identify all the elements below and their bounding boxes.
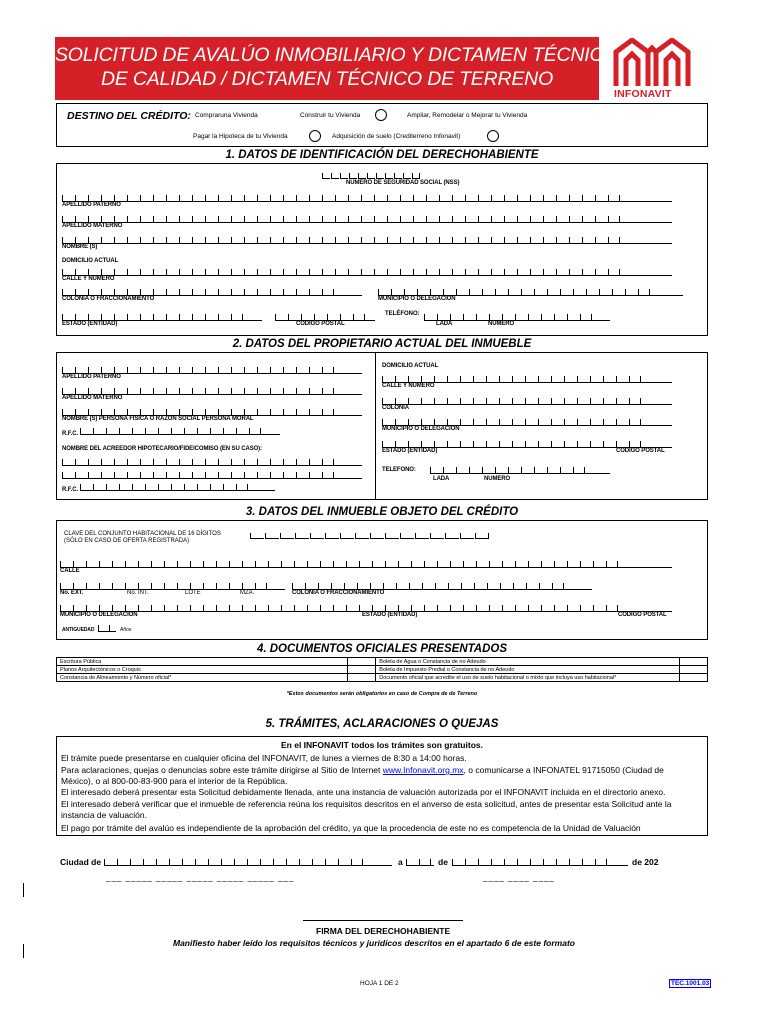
destino-opt-ampliar: Ampliar, Remodelar o Mejorar tu Vivienda (407, 112, 528, 119)
no-int-label: No. INT. (127, 590, 149, 596)
nombres-field[interactable] (62, 236, 672, 244)
inmueble-ext-field[interactable] (60, 582, 285, 590)
inmueble-estado-label: ESTADO (ENTIDAD) (362, 612, 418, 618)
doc-cell: Planos Arquitectónicos o Croquis (57, 666, 348, 674)
acreedor-rfc-field[interactable] (80, 483, 275, 491)
doc-cell: Boleta de Agua o Constancia de no Adeudo (376, 658, 680, 666)
doc-cell: Escritura Pública (57, 658, 348, 666)
infonavit-link[interactable]: www.Infonavit.org.mx (382, 765, 464, 775)
tramites-p4b: instancia de valuación. (61, 810, 148, 820)
destino-opt-suelo: Adquisición de suelo (Crediterreno Infonavit) (332, 133, 461, 140)
documents-note: *Estos documentos serán obligatorios en caso de Compra de de Terreno (286, 691, 478, 697)
cp-label: CODIGO POSTAL (296, 321, 345, 327)
section-2-divider (375, 352, 376, 500)
margin-mark (23, 883, 24, 897)
telefono-field[interactable] (424, 313, 610, 321)
section-3-title: 3. DATOS DEL INMUEBLE OBJETO DEL CRÉDITO (245, 506, 519, 518)
radio-suelo[interactable] (487, 130, 499, 142)
prop-colonia-label: COLONIA (382, 405, 409, 411)
domicilio-label: DOMICILIO ACTUAL (62, 258, 119, 264)
antiguedad-label: ANTIGUEDAD (62, 627, 95, 633)
table-row (57, 674, 708, 682)
radio-pagar[interactable] (309, 130, 321, 142)
tramites-p1: El trámite puede presentarse en cualquier oficina del INFONAVIT, de lunes a viernes de 8:30 a 14:00 horas. (61, 753, 467, 763)
destino-label: DESTINO DEL CRÉDITO: (67, 110, 191, 122)
dia-field[interactable] (406, 858, 434, 866)
prop-domicilio-label: DOMICILIO ACTUAL (382, 363, 439, 369)
section-1-box (56, 163, 708, 336)
section-4-title: 4. DOCUMENTOS OFICIALES PRESENTADOS (256, 643, 508, 655)
manifiesto-text: Manifiesto haber leído los requisitos técnicos y jurídicos descritos en el apartado 6 de este formato (173, 938, 575, 948)
doc-check[interactable] (680, 674, 708, 682)
section-1-title: 1. DATOS DE IDENTIFICACIÓN DEL DERECHOHABIENTE (225, 149, 539, 161)
inmueble-municipio-label: MUNICIPIO O DELEGACION (60, 612, 138, 618)
clave-label-2: (SÓLO EN CASO DE OFERTA REGISTRADA) (64, 538, 190, 544)
estado-label: ESTADO (ENTIDAD) (62, 321, 118, 327)
estado-field[interactable] (62, 313, 262, 321)
inmueble-colonia-label: COLONIA O FRACCIONAMIENTO (292, 590, 385, 596)
acreedor-field-2[interactable] (62, 471, 362, 479)
prop-ap-paterno-field[interactable] (62, 366, 362, 374)
title-banner (55, 37, 619, 100)
prop-calle-field[interactable] (382, 375, 672, 383)
destino-opt-comprar: Compraruna Vivienda (195, 112, 258, 119)
mes-field[interactable] (452, 858, 628, 866)
doc-cell: Constancia de Alineamiento y Número oficial* (57, 674, 348, 682)
tramites-box (56, 736, 708, 836)
prop-estado-field[interactable] (382, 440, 672, 448)
page-number: HOJA 1 DE 2 (360, 980, 399, 987)
antiguedad-field[interactable] (98, 624, 116, 632)
prop-ap-materno-label: APELLIDO MATERNO (62, 395, 123, 401)
prop-municipio-field[interactable] (382, 418, 672, 426)
prop-calle-label: CALLE Y NUMERO (382, 383, 435, 389)
nss-field[interactable] (322, 171, 421, 179)
margin-mark (23, 944, 24, 958)
firma-label: FIRMA DEL DERECHOHABIENTE (316, 926, 451, 936)
prop-rfc-field[interactable] (80, 427, 280, 435)
tramites-p3: El interesado deberá presentar esta Solicitud debidamente llenada, ante una instancia de valuación autorizada por el INFONAVIT incluida en el directorio anexo. (61, 787, 666, 797)
prop-lada-label: LADA (433, 476, 450, 482)
form-code: TEC.1001.03 (671, 980, 710, 987)
prop-cp-label: CODIGO POSTAL (616, 448, 665, 454)
doc-check[interactable] (348, 658, 376, 666)
logo-text: INFONAVIT (614, 88, 672, 100)
prop-estado-label: ESTADO (ENTIDAD) (382, 448, 438, 454)
dia-label: a (398, 857, 403, 867)
clave-field[interactable] (250, 531, 490, 539)
clave-label-1: CLAVE DEL CONJUNTO HABITACIONAL DE 16 DÍGITOS (64, 531, 221, 537)
ap-paterno-label: APELLIDO PATERNO (62, 202, 121, 208)
colonia-label: COLONIA O FRACCIONAMIENTO (62, 296, 155, 302)
colonia-field[interactable] (62, 288, 362, 296)
prop-ap-materno-field[interactable] (62, 387, 362, 395)
signature-line[interactable] (303, 920, 463, 921)
lote-label: LOTE (185, 590, 201, 596)
acreedor-field-1[interactable] (62, 458, 362, 466)
prop-municipio-label: MUNICIPIO O DELEGACION (382, 426, 460, 432)
ap-materno-label: APELLIDO MATERNO (62, 223, 123, 229)
title-line-2: DE CALIDAD / DICTAMEN TÉCNICO DE TERRENO (100, 68, 554, 90)
anos-label: Años (120, 627, 132, 633)
calle-field[interactable] (62, 268, 672, 276)
inmueble-cp-label: CODIGO POSTAL (618, 612, 667, 618)
radio-construir[interactable] (375, 109, 387, 121)
tramites-p2: Para aclaraciones, quejas o denuncias sobre este trámite dirigirse al Sitio de Internet www.Infonavit.org.mx, o comunicarse a INFONATEL 91715050 (Ciudad de (61, 765, 664, 775)
prop-telefono-field[interactable] (430, 466, 610, 474)
prop-ap-paterno-label: APELLIDO PATERNO (62, 374, 121, 380)
documents-table (56, 657, 708, 682)
mes-label: de (438, 857, 448, 867)
nombres-label: NOMBRE (S) (62, 244, 98, 250)
tramites-heading: En el INFONAVIT todos los trámites son gratuitos. (281, 740, 483, 750)
table-row (57, 658, 708, 666)
doc-cell: Documento oficial que acredite el uso de suelo habitacional o mixto que incluya uso habitacional* (376, 674, 680, 682)
prop-nombre-field[interactable] (62, 408, 362, 416)
municipio-label: MUNICIPIO O DELEGACION (378, 296, 456, 302)
doc-check[interactable] (348, 674, 376, 682)
prop-nombre-label: NOMBRE (S) PERSONA FISICA O RAZON SOCIAL PERSONA MORAL (62, 416, 254, 422)
inmueble-colonia-field[interactable] (292, 582, 592, 590)
fecha-dash: ____ ____ ____ (483, 873, 555, 882)
no-ext-label: No. EXT. (60, 590, 84, 596)
lada-label: LADA (436, 321, 453, 327)
doc-check[interactable] (348, 666, 376, 674)
prop-numero-label: NUMERO (484, 476, 511, 482)
acreedor-label: NOMBRE DEL ACREEDOR HIPOTECARIO/FIDEICOMISO (EN SU CASO): (62, 446, 262, 452)
municipio-field[interactable] (378, 288, 683, 296)
ap-paterno-field[interactable] (62, 194, 672, 202)
section-2-title: 2. DATOS DEL PROPIETARIO ACTUAL DEL INMUEBLE (232, 338, 532, 350)
calle-label: CALLE Y NUMERO (62, 276, 115, 282)
section-5-title: 5. TRÁMITES, ACLARACIONES O QUEJAS (265, 718, 499, 730)
ciudad-field[interactable] (104, 858, 392, 866)
prop-rfc-label: R.F.C. (62, 431, 79, 437)
tramites-p4a: El interesado deberá verificar que el inmueble de referencia reúna los requisitos descritos en el anverso de esta solicitud, antes de presentar esta Solicitud ante la (61, 799, 672, 809)
table-row (57, 666, 708, 674)
destino-opt-construir: Construir tu Vivienda (300, 112, 361, 119)
ciudad-label: Ciudad de (60, 857, 102, 867)
destino-opt-pagar: Pagar la Hipoteca de tu Vivienda (193, 133, 288, 140)
inmueble-calle-label: CALLE (60, 568, 80, 574)
prop-telefono-label: TELEFONO: (382, 467, 416, 473)
numero-label: NUMERO (488, 321, 515, 327)
anio-label: de 202 (632, 857, 659, 867)
acreedor-rfc-label: R.F.C. (62, 487, 79, 493)
ap-materno-field[interactable] (62, 215, 672, 223)
doc-check[interactable] (680, 666, 708, 674)
cp-field[interactable] (275, 313, 375, 321)
telefono-label: TELÉFONO: (385, 311, 420, 317)
ciudad-dash: ___ _____ _____ _____ _____ _____ ___ (106, 873, 295, 882)
doc-cell: Boleta de Impuesto Predial o Constancia de no Adeudo (376, 666, 680, 674)
doc-check[interactable] (680, 658, 708, 666)
prop-colonia-field[interactable] (382, 397, 672, 405)
inmueble-municipio-field[interactable] (60, 604, 672, 612)
mza-label: MZA. (240, 590, 255, 596)
tramites-p5: El pago por trámite del avalúo es independiente de la aprobación del crédito, ya que la procedencia de este no es competencia de la Unidad de Valuación (61, 823, 641, 833)
tramites-p2c: México), o al 800-00-83-900 para el interior de la República. (61, 776, 288, 786)
title-line-1: SOLICITUD DE AVALÚO INMOBILIARIO Y DICTAMEN TÉCNICO (55, 44, 619, 66)
inmueble-calle-field[interactable] (60, 560, 672, 568)
nss-label: NUMERO DE SEGURIDAD SOCIAL (NSS) (346, 180, 460, 186)
